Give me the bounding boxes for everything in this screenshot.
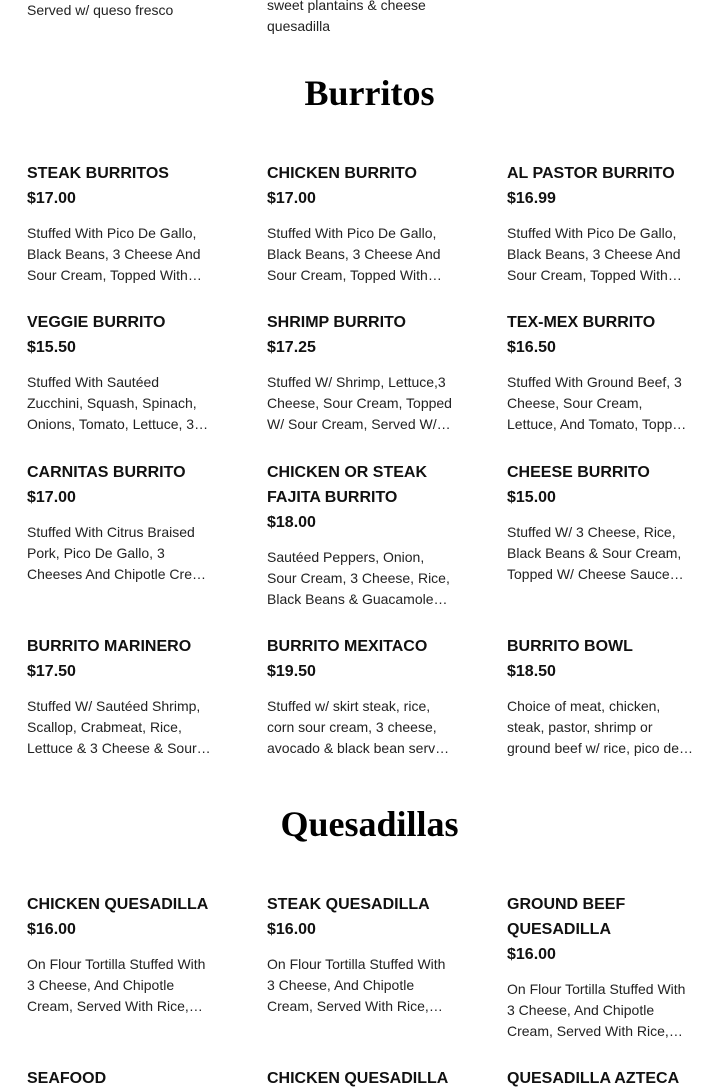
item-description: On Flour Tortilla Stuffed With 3 Cheese, And Chipotle Cream, Served With Rice,… <box>507 981 686 1039</box>
item-price: $18.00 <box>267 514 316 531</box>
item-description: Stuffed With Pico De Gallo, Black Beans, 3 Cheese And Sour Cream, Topped With… <box>27 225 202 283</box>
previous-item-description: sweet plantains & cheese quesadilla <box>267 0 426 34</box>
menu-item[interactable] <box>267 460 455 610</box>
menu-item[interactable] <box>27 634 215 759</box>
menu-item[interactable] <box>507 310 695 435</box>
item-name: CHICKEN OR STEAK FAJITA BURRITO <box>267 464 428 506</box>
item-name: SHRIMP BURRITO <box>267 314 406 331</box>
item-name: STEAK QUESADILLA <box>267 896 430 913</box>
item-name: BURRITO BOWL <box>507 638 633 655</box>
item-name: GROUND BEEF QUESADILLA <box>507 896 626 938</box>
menu-item[interactable] <box>507 892 695 1042</box>
item-name: VEGGIE BURRITO <box>27 314 166 331</box>
menu-item[interactable] <box>27 892 215 1017</box>
item-price: $17.50 <box>27 663 76 680</box>
item-description: Stuffed With Pico De Gallo, Black Beans, 3 Cheese And Sour Cream, Topped With… <box>267 225 442 283</box>
menu-item[interactable] <box>27 161 215 286</box>
item-price: $16.50 <box>507 339 556 356</box>
item-name: QUESADILLA AZTECA <box>507 1070 680 1087</box>
item-price: $17.00 <box>27 489 76 506</box>
item-price: $17.00 <box>267 190 316 207</box>
menu-item[interactable] <box>27 460 215 585</box>
item-name: AL PASTOR BURRITO <box>507 165 675 182</box>
item-name: STEAK BURRITOS <box>27 165 169 182</box>
item-price: $16.99 <box>507 190 556 207</box>
item-name: CHICKEN BURRITO <box>267 165 417 182</box>
menu-item[interactable] <box>507 460 695 585</box>
menu-item[interactable] <box>27 310 215 435</box>
item-description: Sautéed Peppers, Onion, Sour Cream, 3 Cheese, Rice, Black Beans & Guacamole… <box>267 549 450 607</box>
menu-item[interactable] <box>507 1066 695 1091</box>
menu-item[interactable] <box>267 1066 455 1091</box>
item-price: $19.50 <box>267 663 316 680</box>
item-description: Stuffed W/ Sautéed Shrimp, Scallop, Crabmeat, Rice, Lettuce & 3 Cheese & Sour… <box>27 698 211 756</box>
item-name: BURRITO MEXITACO <box>267 638 428 655</box>
item-price: $18.50 <box>507 663 556 680</box>
item-description: Stuffed With Citrus Braised Pork, Pico De Gallo, 3 Cheeses And Chipotle Cre… <box>27 524 206 582</box>
item-description: Choice of meat, chicken, steak, pastor, shrimp or ground beef w/ rice, pico de… <box>507 698 693 756</box>
item-price: $16.00 <box>27 921 76 938</box>
item-description: On Flour Tortilla Stuffed With 3 Cheese, And Chipotle Cream, Served With Rice,… <box>27 956 206 1014</box>
menu-item[interactable] <box>267 310 455 435</box>
menu-item[interactable] <box>507 161 695 286</box>
item-name: SEAFOOD <box>27 1070 107 1087</box>
menu-item[interactable] <box>267 161 455 286</box>
item-description: Stuffed w/ skirt steak, rice, corn sour cream, 3 cheese, avocado & black bean serv… <box>267 698 450 756</box>
item-description: Stuffed W/ Shrimp, Lettuce,3 Cheese, Sour Cream, Topped W/ Sour Cream, Served W/… <box>267 374 452 432</box>
section-title-quesadillas: Quesadillas <box>280 804 459 844</box>
item-name: CARNITAS BURRITO <box>27 464 186 481</box>
item-name: CHICKEN QUESADILLA <box>27 896 209 913</box>
item-price: $17.00 <box>27 190 76 207</box>
item-description: On Flour Tortilla Stuffed With 3 Cheese, And Chipotle Cream, Served With Rice,… <box>267 956 446 1014</box>
menu-item[interactable] <box>507 634 695 759</box>
item-name: BURRITO MARINERO <box>27 638 192 655</box>
item-name: TEX-MEX BURRITO <box>507 314 656 331</box>
menu-item[interactable] <box>267 634 455 759</box>
item-description: Stuffed W/ 3 Cheese, Rice, Black Beans & Sour Cream, Topped W/ Cheese Sauce… <box>507 524 684 582</box>
item-description: Stuffed With Pico De Gallo, Black Beans, 3 Cheese And Sour Cream, Topped With… <box>507 225 682 283</box>
section-title-burritos: Burritos <box>304 73 435 113</box>
item-name: CHICKEN QUESADILLA <box>267 1070 449 1087</box>
item-price: $15.50 <box>27 339 76 356</box>
item-name: CHEESE BURRITO <box>507 464 650 481</box>
item-description: Stuffed With Ground Beef, 3 Cheese, Sour Cream, Lettuce, And Tomato, Topp… <box>507 374 687 432</box>
item-price: $16.00 <box>267 921 316 938</box>
item-description: Stuffed With Sautéed Zucchini, Squash, Spinach, Onions, Tomato, Lettuce, 3… <box>27 374 209 432</box>
item-price: $17.25 <box>267 339 316 356</box>
menu-item[interactable] <box>27 1066 215 1091</box>
item-price: $16.00 <box>507 946 556 963</box>
menu-item[interactable] <box>267 892 455 1017</box>
previous-item-description: Served w/ queso fresco <box>27 2 174 18</box>
item-price: $15.00 <box>507 489 556 506</box>
